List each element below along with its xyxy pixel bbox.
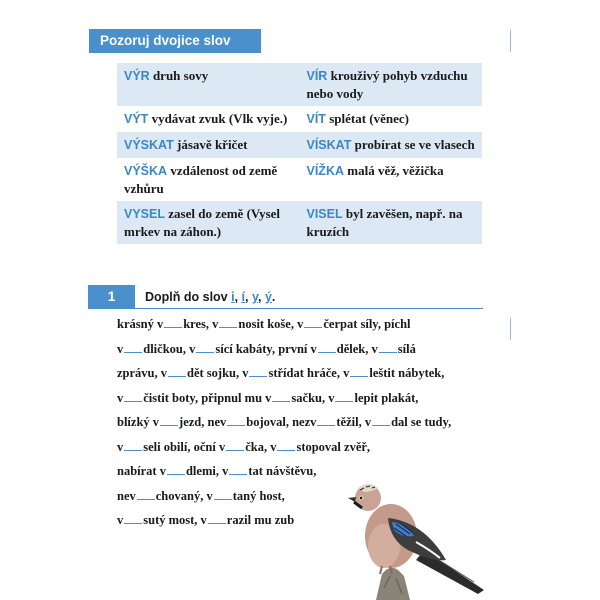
term-word: VÝR bbox=[124, 69, 150, 83]
term-definition: vydávat zvuk (Vlk vyje.) bbox=[148, 111, 288, 126]
letter-option: í bbox=[241, 290, 246, 304]
page-edge-mark bbox=[510, 30, 511, 52]
term-definition: probírat se ve vlasech bbox=[351, 137, 475, 152]
exercise-fragment: sící kabáty, první v bbox=[215, 341, 317, 356]
term-definition: druh sovy bbox=[149, 68, 209, 83]
word-pair-row bbox=[117, 201, 482, 244]
term-definition: malá věž, věžička bbox=[344, 163, 444, 178]
exercise-fragment: seli obilí, oční v bbox=[143, 439, 226, 454]
term-definition: vzdálenost od země vzhůru bbox=[124, 163, 278, 196]
exercise-fragment: sílá bbox=[397, 341, 416, 356]
term-word: VÝŠKA bbox=[124, 164, 168, 178]
term-definition: krouživý pohyb vzduchu nebo vody bbox=[306, 68, 468, 101]
word-pair-row bbox=[117, 158, 482, 201]
term-word: VISEL bbox=[306, 207, 343, 221]
fill-in-blank[interactable] bbox=[124, 438, 142, 451]
word-pair-cell bbox=[117, 63, 300, 106]
exercise-line bbox=[117, 388, 497, 413]
word-pair-cell bbox=[117, 106, 300, 132]
fill-in-blank[interactable] bbox=[318, 340, 336, 353]
exercise-line bbox=[117, 314, 497, 339]
exercise-fragment: střídat hráče, v bbox=[268, 366, 350, 380]
exercise-fragment: lepit plakát, bbox=[354, 390, 419, 405]
fill-in-blank[interactable] bbox=[226, 438, 244, 451]
exercise-fragment: razil mu zub bbox=[226, 513, 295, 527]
fill-in-blank[interactable] bbox=[379, 340, 397, 353]
fill-in-blank[interactable] bbox=[124, 511, 142, 524]
section-title: Pozoruj dvojice slov bbox=[89, 29, 261, 53]
fill-in-blank[interactable] bbox=[164, 315, 182, 328]
exercise-fragment: kres, v bbox=[183, 317, 219, 331]
fill-in-blank[interactable] bbox=[229, 462, 247, 475]
exercise-fragment: čka, v bbox=[245, 439, 277, 454]
exercise-line bbox=[117, 412, 497, 437]
fill-in-blank[interactable] bbox=[350, 364, 368, 377]
fill-in-blank[interactable] bbox=[335, 389, 353, 402]
exercise-number: 1 bbox=[88, 285, 135, 308]
exercise-fragment: dět sojku, v bbox=[187, 366, 249, 380]
exercise-fragment: v bbox=[117, 439, 124, 454]
exercise-fragment: zprávu, v bbox=[117, 366, 167, 380]
page-edge-mark bbox=[510, 318, 511, 340]
exercise-fragment: v bbox=[117, 390, 124, 405]
word-pairs-table bbox=[117, 63, 482, 244]
exercise-fragment: nev bbox=[117, 488, 136, 503]
exercise-fragment: leštit nábytek, bbox=[369, 366, 445, 380]
exercise-fragment: čerpat síly, píchl bbox=[323, 317, 411, 331]
term-word: VYSEL bbox=[124, 207, 165, 221]
instruction-end: . bbox=[271, 290, 276, 304]
exercise-rule bbox=[88, 308, 483, 309]
word-pair-row bbox=[117, 132, 482, 158]
exercise-fragment: bojoval, nezv bbox=[246, 415, 317, 429]
exercise-fragment: chovaný, v bbox=[155, 488, 213, 503]
fill-in-blank[interactable] bbox=[137, 487, 155, 500]
term-word: VÝSKAT bbox=[124, 138, 174, 152]
exercise-fragment: v bbox=[117, 513, 124, 527]
fill-in-blank[interactable] bbox=[272, 389, 290, 402]
word-pair-cell bbox=[300, 63, 483, 106]
term-word: VÝT bbox=[124, 112, 149, 126]
fill-in-blank[interactable] bbox=[219, 315, 237, 328]
term-word: VÍR bbox=[306, 69, 328, 83]
word-pair-cell bbox=[117, 158, 300, 201]
exercise-fragment: jezd, nev bbox=[179, 415, 227, 429]
term-definition: jásavě křičet bbox=[173, 137, 248, 152]
term-word: VÍŽKA bbox=[306, 164, 344, 178]
exercise-fragment: dal se tudy, bbox=[391, 415, 452, 429]
exercise-fragment: v bbox=[117, 341, 124, 356]
word-pair-cell bbox=[300, 132, 483, 158]
fill-in-blank[interactable] bbox=[167, 462, 185, 475]
exercise-fragment: tat návštěvu, bbox=[248, 464, 317, 478]
exercise-fragment: těžil, v bbox=[336, 415, 372, 429]
fill-in-blank[interactable] bbox=[168, 364, 186, 377]
fill-in-blank[interactable] bbox=[208, 511, 226, 524]
term-word: VÍSKAT bbox=[306, 138, 352, 152]
exercise-fragment: dělek, v bbox=[336, 341, 378, 356]
fill-in-blank[interactable] bbox=[372, 413, 390, 426]
term-definition: zasel do země (Vysel mrkev na záhon.) bbox=[124, 206, 281, 239]
exercise-fragment: dlemi, v bbox=[185, 464, 229, 478]
fill-in-blank[interactable] bbox=[196, 340, 214, 353]
exercise-fragment: taný host, bbox=[232, 488, 285, 503]
fill-in-blank[interactable] bbox=[214, 487, 232, 500]
exercise-fragment: nosit koše, v bbox=[238, 317, 304, 331]
term-definition: byl zavěšen, např. na kruzích bbox=[306, 206, 463, 239]
exercise-fragment: sačku, v bbox=[291, 390, 335, 405]
exercise-fragment: sutý most, v bbox=[143, 513, 207, 527]
exercise-fragment: stopoval zvěř, bbox=[296, 439, 371, 454]
fill-in-blank[interactable] bbox=[124, 340, 142, 353]
word-pair-cell bbox=[300, 158, 483, 201]
fill-in-blank[interactable] bbox=[160, 413, 178, 426]
exercise-fragment: dličkou, v bbox=[143, 341, 196, 356]
exercise-fragment: blízký v bbox=[117, 415, 160, 429]
exercise-line bbox=[117, 339, 497, 364]
word-pair-cell bbox=[117, 132, 300, 158]
word-pair-cell bbox=[300, 201, 483, 244]
exercise-line bbox=[117, 437, 497, 462]
term-definition: splétat (věnec) bbox=[325, 111, 409, 126]
word-pair-row bbox=[117, 63, 482, 106]
exercise-line bbox=[117, 363, 497, 388]
fill-in-blank[interactable] bbox=[227, 413, 245, 426]
instruction-text: Doplň do slov bbox=[145, 290, 232, 304]
jay-bird-illustration bbox=[346, 478, 496, 600]
exercise-fragment: čistit boty, připnul mu v bbox=[143, 390, 272, 405]
exercise-fragment: krásný v bbox=[117, 317, 164, 331]
fill-in-blank[interactable] bbox=[249, 364, 267, 377]
fill-in-blank[interactable] bbox=[304, 315, 322, 328]
fill-in-blank[interactable] bbox=[124, 389, 142, 402]
word-pair-row bbox=[117, 106, 482, 132]
exercise-instruction: Doplň do slov i, í, y, ý. bbox=[145, 290, 276, 304]
fill-in-blank[interactable] bbox=[277, 438, 295, 451]
letter-option: i bbox=[231, 290, 235, 304]
letter-option: ý bbox=[264, 290, 272, 304]
term-word: VÍT bbox=[306, 112, 326, 126]
exercise-fragment: nabírat v bbox=[117, 464, 166, 478]
word-pair-cell bbox=[300, 106, 483, 132]
word-pair-cell bbox=[117, 201, 300, 244]
fill-in-blank[interactable] bbox=[317, 413, 335, 426]
letter-option: y bbox=[251, 290, 259, 304]
